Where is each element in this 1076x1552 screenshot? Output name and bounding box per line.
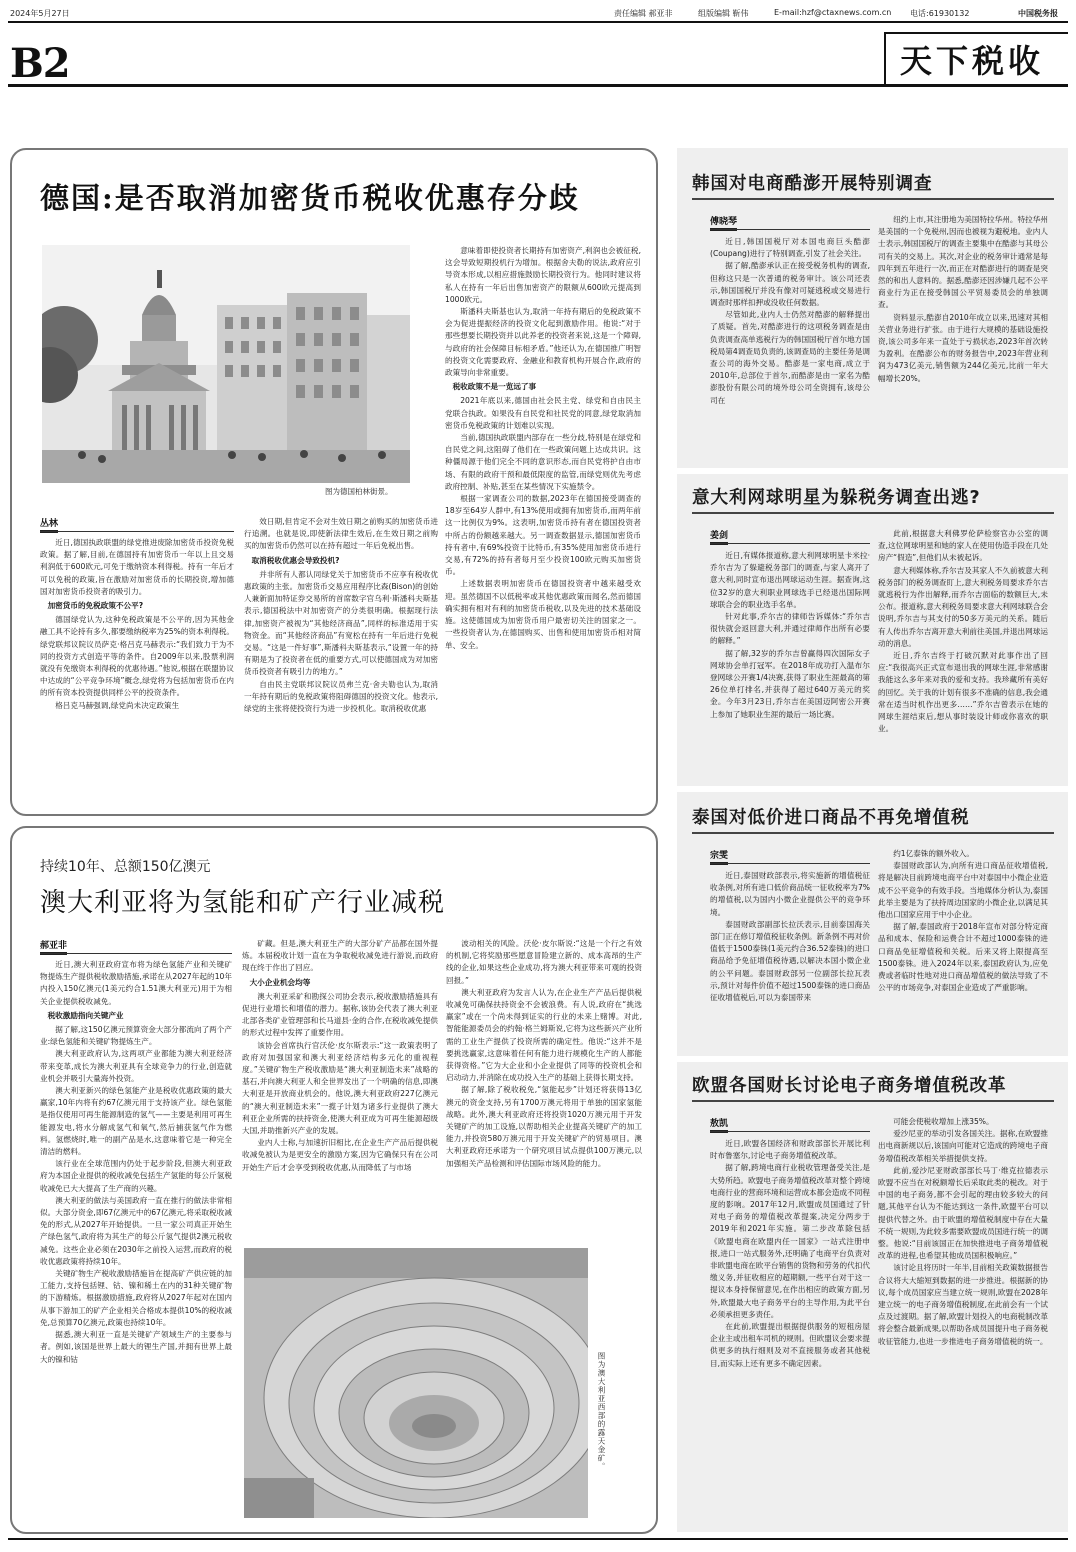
eu-column-2	[878, 1116, 1048, 1526]
issue-date: 2024年5月27日	[10, 9, 70, 18]
germany-headline: 德国:是否取消加密货币税收优惠存分歧	[40, 181, 580, 215]
germany-paragraph: 效日期,但肯定不会对生效日期之前购买的加密货币进行追溯。也就是说,即使新法律生效后,在生效日期之前购买的加密货币仍然可以在持有超过一年后免税出售。	[244, 517, 438, 551]
thailand-headline: 泰国对低价进口商品不再免增值税	[692, 808, 970, 828]
australia-paragraph: 波动相关的风险。沃伦·皮尔斯说:“这是一个行之有效的机制,它将奖励那些愿意冒险建立新的、成本高昂的生产线的企业,如果这些企业成功,将为澳大利亚带来可观的投资回报。”	[446, 939, 642, 985]
australia-paragraph: 澳大利亚政府为发言人认为,在企业生产产品后提供税收减免可确保扶持资金不会被浪费。有人说,政府在“挑选赢家”或在一个尚未得到证实的行业的未来上赌博。对此,智能能源委员会的约翰·格兰姆斯说,它将为这些新兴产业所需的工业生产提供了投资所需的确定性。他说:“这并不是要挑选赢家,这意味着任何有能力进行规模化生产的人都能获得资格。”它为大企业和小企业提供了同等的投资机会和启动动力,并消除在成功投入生产的基础上获得长期支持。	[446, 987, 642, 1083]
thailand-paragraph: 约1亿泰铢的额外收入。	[893, 849, 974, 858]
eu-title-rule	[692, 1100, 1054, 1102]
thailand-paragraph: 近日,泰国财政部表示,将实施新的增值税征收条例,对所有进口低价商品统一征收税率为7%的增值税,以为国内小微企业提供公平的竞争环境。	[710, 871, 870, 917]
germany-paragraph: 近日,德国执政联盟的绿党推进废除加密货币投资免税政策。据了解,目前,在德国持有加密货币一年以上且交易利润低于600欧元,可免于缴纳资本利得税。持有一年后才可以免税的政策,旨在激励对加密货币的长期投资,增加德国对加密货币投资者的吸引力。	[40, 538, 234, 596]
italy-paragraph: 意大利媒体称,乔尔吉及其家人不久前被意大利税务部门的税务调查盯上,意大利税务局要求乔尔吉就逃税行为作出解释,而乔尔吉面临的数额巨大,未公布。报道称,意大利税务局要求意大利网球联合会说明,乔尔吉与其支付的50多万美元的关系。随后有人传出乔尔吉离开意大利前往美国,并退出网球运动的消息。	[878, 565, 1048, 648]
editor-email: E-mail:hzf@ctaxnews.com.cn	[774, 8, 892, 17]
layout-editor: 组版编辑 靳伟	[698, 9, 749, 18]
thailand-paragraph: 泰国财政部副部长拉沃表示,目前泰国海关部门正在修订增值税征收条例。新条例不再对价值低于1500泰铢(1美元约合36.52泰铢)的进口商品给予免征增值税待遇,以解决本国小微企业的公平问题。泰国财政部另一位副部长拉瓦表示,预计对每件价值不超过1500泰铢的进口商品征收增值税后,可以为泰国带来	[710, 919, 870, 1003]
header-bottom-rule	[8, 84, 1068, 87]
germany-byline-rule	[40, 531, 234, 532]
australia-subheading: 税收激励指向关键产业	[47, 1010, 124, 1020]
eu-paragraph: 此前,爱沙尼亚财政部部长马丁·维克拉德表示欧盟不应当在对税额增长后采取此类的税改。对于中国的电子商务,都不会引起的理由较多较大的问题,其他平台认为不能达到这一条件,欧盟平台可以提供代替之外。由于欧盟的增值税制度中存在大量不统一规则,为此较多需要欧盟成员国进行统一的调整。他说:“目前该国正在加快推进电子商务增值税改革的进程,也希望其他成员国积极响应。”	[878, 1165, 1048, 1261]
australia-paragraph: 近日,澳大利亚政府宣布将为绿色氢能产业和关键矿物提炼生产提供税收激励措施,承诺在从2027年起的10年内投入150亿澳元(1美元约合1.51澳大利亚元)用于为相关企业提供税收减免。	[40, 960, 232, 1006]
italy-title-rule	[692, 512, 1054, 514]
korea-paragraph: 资料显示,酷澎自2010年成立以来,迅速对其相关营业务进行扩张。由于进行大规模的基础设施投资,该公司多年来一直处于亏损状态,2023年首次转为盈利。在酷澎公布的财务报告中,2023年营业利润为473亿美元,销售额为244亿美元,比前一年大幅增长20%。	[878, 312, 1048, 383]
eu-paragraph: 爱沙尼亚的举动引发各国关注。据称,在欧盟推出电商新规以后,该国向可能对它造成的跨境电子商务增值税改革相关举措提供支持。	[878, 1129, 1048, 1163]
australia-paragraph: 该协会首席执行官沃伦·皮尔斯表示:“这一政策表明了政府对加强国家和澳大利亚经济结构多元化的重视程度。”关键矿物生产税收激励是“澳大利亚制造未来”战略的基石,并向澳大利亚人和全世界发出了一个明确的信息,即澳大利亚是开放商业机会的。他说,澳大利亚政府227亿澳元的“澳大利亚制造未来”一揽子计划为诸多行业提供了澳大利亚企业所需的扶持资金,使澳大利亚成为可再生能源超级大国,并助推新兴产业的发展。	[242, 1040, 438, 1136]
italy-paragraph: 近日,乔尔吉终于打破沉默对此事作出了回应:“我很高兴正式宣布退出我的网球生涯,非常感谢我能这么多年来对我的爱和支持。我珍藏所有美好的回忆。关于我的计划有很多不准确的信息,我会通常在适当时机作出更多……”乔尔吉曾表示在她的网球生涯结束后,想从事时装设计师或你喜欢的职业。	[878, 651, 1048, 734]
korea-column-2	[878, 214, 1048, 461]
australia-byline: 郝亚非	[40, 938, 67, 955]
australia-paragraph: 矿藏。但是,澳大利亚生产的大部分矿产品都在国外提炼。本届税收计划一直在为争取税收减免进行游说,而政府现在终于作出了回应。	[242, 939, 438, 973]
eu-paragraph: 据了解,跨境电商行业税收管理备受关注,是大势所趋。欧盟电子商务增值税改革对整个跨境电商行业的营商环境和运营成本都会造成不同程度的影响。2017年12月,欧盟成员国通过了针对电子商务的增值税改革提案,决定分两步于2019年和2021年实施。第二步改革除包括《欧盟电商在欧盟内任一国家》一站式注册申报,进口一站式服务外,还明确了电商平台负责对非欧盟电商在欧平台销售的货物和劳务的代扣代缴义务,并征收相应的超期额,一些平台对于这一提议本身持保留意见,在作出相应的政策方面,另外,欧盟最大电子商务平台的主导作用,为此平台必须承担更多责任。	[710, 1163, 870, 1319]
australia-headline: 澳大利亚将为氢能和矿产行业减税	[40, 888, 446, 918]
italy-paragraph: 近日,有媒体报道称,意大利网球明星卡米拉·乔尔吉为了躲避税务部门的调查,与家人离开了意大利,同时宣布退出网球运动生涯。据查询,这位32岁的意大利职业网球选手已经退出国际网球联合会的职业选手名单。	[710, 551, 870, 609]
australia-byline-rule	[40, 953, 232, 954]
italy-column-2	[878, 528, 1048, 780]
germany-paragraph: 当前,德国执政联盟内部存在一些分歧,特别是在绿党和自民党之间,这阻碍了他们在一些政策问题上达成共识。这种僵局源于他们完全不同的意识形态,而自民党将护自由市场、有限的政府干预和最低限度的监管,而绿党则优先考虑政府控制、补贴,甚至在某些情况下实施禁令。	[445, 433, 641, 491]
eu-paragraph: 该讨论且将历时一年半,目前相关政策数据报告合议将大大缩短到数据的进一步推进。根据新的协议,每个成员国家应当建立统一规则,欧盟在2028年建立统一的电子商务增值税制度,在此前会有一个试点及过渡期。据了解,欧盟计划投入的电商税制改革将会整合最新成果,以帮助各成员国提升电子商务税收征管能力,也进一步推进电子商务增值税的统一。	[878, 1263, 1048, 1346]
australia-paragraph: 业内人士称,与加速折旧相比,在企业生产产品后提供税收减免被认为是更安全的激励方案,因为它确保只有在公司开始生产后才会享受到税收优惠,从而降低了与市场	[242, 1138, 438, 1172]
thailand-paragraph: 据了解,泰国政府于2018年宣布对部分特定商品和成本、保险和运费合计不超过1000泰铢的进口商品免征增值税和关税。后来又将上限提高至1500泰铢。进入2024年以来,泰国政府认为,应免费或者临时性地对进口商品增值税的做法导致了不公平的市场竞争,对泰国企业造成了严重影响。	[878, 922, 1048, 993]
masthead-info-bar	[8, 6, 1068, 20]
australia-paragraph: 关键矿物生产税收激励措施旨在提高矿产供应链的加工能力,支持包括锂、钴、镍和稀土在内的31种关键矿物的下游精炼。根据激励措施,政府将从2027年起对在国内从事下游加工的矿产企业相关合格成本提供10%的税收减免,总预算70亿澳元,政策也持续10年。	[40, 1269, 232, 1327]
australia-paragraph: 澳大利亚的做法与美国政府一直在推行的做法非常相似。大部分资金,即67亿澳元中的67亿澳元,将采取税收减免的形式,从2027年开始提供。一旦一家公司真正开始生产绿色氢气,政府将为其生产的每公斤氢气提供2澳元税收减免。这些企业必须在2030年之前投入运营,而政府的税收优惠政策将持续10年。	[40, 1195, 232, 1266]
korea-paragraph: 近日,韩国国税厅对本国电商巨头酷澎(Coupang)进行了特别调查,引发了社会关注。	[710, 237, 870, 259]
thailand-column-2	[878, 848, 1048, 1050]
berlin-photo-caption: 图为德国柏林街景。	[325, 487, 393, 496]
eu-paragraph: 可能会使税收增加上涨35%。	[893, 1117, 994, 1126]
responsible-editor: 责任编辑 郝亚非	[614, 9, 673, 18]
italy-paragraph: 针对此事,乔尔吉的律师告诉媒体:“乔尔吉很快就会返回意大利,并通过律师作出所有必要的解释。”	[710, 612, 870, 646]
korea-title-rule	[692, 198, 1054, 200]
thailand-byline-rule	[710, 863, 870, 864]
australia-column-3	[446, 938, 642, 1238]
eu-column-1	[710, 1138, 870, 1526]
germany-subheading: 加密货币的免税政策不公平?	[47, 601, 144, 611]
australia-paragraph: 据了解,这150亿澳元预算资金大部分都流向了两个产业:绿色氢能和关键矿物提炼生产。	[40, 1025, 232, 1047]
germany-column-2	[244, 516, 438, 807]
thailand-byline: 宗雯	[710, 848, 728, 865]
germany-paragraph: 意味着即使投资者长期持有加密资产,利润也会被征税,这会导致短期投机行为增加。根据舍夫勒的说法,政府应引导资本形成,以相应措施鼓励长期投资行为。他同时建议将私人在持有一年后出售加密资产的限额从600欧元提高到1000欧元。	[445, 246, 641, 304]
page-number: B2	[10, 40, 70, 87]
eu-headline: 欧盟各国财长讨论电子商务增值税改革	[692, 1076, 1007, 1096]
korea-paragraph: 据了解,酷澎承认正在接受税务机构的调查,但称这只是一次普通的税务审计。该公司还表示,韩国国税厅并没有像对可疑逃税或交易进行调查时那样扣押或没收任何数据。	[710, 261, 870, 308]
section-title: 天下税收	[900, 42, 1045, 80]
eu-byline: 敖凯	[710, 1116, 728, 1133]
australia-paragraph: 澳大利亚政府认为,这两项产业都能为澳大利亚经济带来变革,成长为澳大利亚具有全球竞争力的行业,创造就业机会并吸引大量海外投资。	[40, 1049, 232, 1083]
korea-paragraph: 尽管如此,业内人士仍然对酷澎的解释提出了质疑。首先,对酷澎进行的这项税务调查是由负责调查高单逃税行为的韩国国税厅首尔地方国税局第4调查局负责的,该调查局的主要任务是调查公司的海外交易。酷澎是一家电商,成立于2010年,总部位于首尔,而酷澎是由一家名为酷澎股份有限公司的境外母公司全资拥有,该母公司在	[710, 310, 870, 405]
germany-paragraph: 上述数据表明加密货币在德国投资者中越来越受欢迎。虽然德国不以低税率或其他优惠政策而闻名,然而德国确实拥有相对有利的加密货币税收,以及先进的技术基础设施。这使德国成为加密货币用户最密切关注的国家之一。一些投资者认为,在德国购买、出售和使用加密货币相对简单、安全。	[445, 579, 641, 650]
korea-column-1	[710, 236, 870, 461]
germany-paragraph: 德国绿党认为,这种免税政策是不公平的,因为其他金融工具不论持有多久,都要缴纳税率为25%的资本利得税。绿党联邦议院议员萨克·格吕克马赫表示:“我们致力于为不同的投资方式创造平等的条件。自2009年以来,股票利润就没有免缴资本利得税的优惠待遇。”他说,根据在联盟协议中达成的“公平竞争环境”概念,绿党将为包括加密货币在内的所有资本投资提供同样公平的投资条件。	[40, 615, 234, 698]
right-panel-separator	[677, 1056, 1068, 1062]
italy-column-1	[710, 550, 870, 780]
eu-byline-rule	[710, 1131, 870, 1132]
korea-byline-rule	[710, 229, 870, 230]
australia-kicker: 持续10年、总额150亿澳元	[40, 859, 211, 875]
germany-paragraph: 2021年底以来,德国由社会民主党、绿党和自由民主党联合执政。如果没有自民党和社民党的同意,绿党取消加密货币免税政策的计划难以实现。	[445, 396, 641, 430]
australia-paragraph: 该行业在全球范围内仍处于起步阶段,但澳大利亚政府为本国企业提供的税收减免包括生产氢能的每公斤氢税收减免已大大提高了生产商的兴趣。	[40, 1159, 232, 1193]
australia-paragraph: 据了解,除了税收税免,“氢能起步”计划还将获得13亿澳元的资金支持,另有1700万澳元将用于单独的国家氢能战略。此外,澳大利亚政府还将投资1020万澳元用于开发关键矿产的加工设施,以帮助相关企业提高关键矿产的加工能力,并投资580万澳元用于开发关键矿产的贸易项目。澳大利亚政府还承诺为一个研究项目试点提供100万澳元,以加强相关产品检测和评估国际市场风险的能力。	[446, 1085, 642, 1168]
italy-byline: 姜剑	[710, 528, 728, 545]
berlin-street-photo	[42, 245, 410, 483]
australia-subheading: 大小企业机会均等	[249, 977, 311, 987]
editor-phone: 电话:61930132	[910, 9, 970, 18]
germany-column-3	[445, 245, 641, 807]
italy-paragraph: 此前,根据意大利佛罗伦萨检察官办公室的调查,这位网球明星和她的家人在使用伪造手段在几处房产“假造”,但他们从未被起诉。	[878, 529, 1048, 563]
eu-paragraph: 在此前,欧盟提出根据提供服务的短租房屋企业主或出租车司机的规则。但欧盟议会要求提供更多的执行细则及对不直接服务或者其他税目,而实际上还有更多不确定因素。	[710, 1322, 870, 1368]
germany-subheading: 取消税收优惠会导致投机?	[251, 555, 340, 565]
italy-headline: 意大利网球明星为躲税务调查出逃?	[692, 488, 981, 508]
germany-subheading: 税收政策不是一览远了事	[452, 382, 537, 392]
germany-paragraph: 并非所有人都认同绿党关于加密货币不应享有税收优惠政策的主张。加密货币交易应用程序比森(Bison)的创始人兼新面加特证券交易所的首席数字官乌利·斯潘科夫斯基表示,德国税法中对加密资产的分类很明确。根据现行法律,加密资产被视为“其他经济商品”,同样的标准适用于实物资金。而“其他经济商品”有宽松在持有一年后进行免税交易。“这是一件好事”,斯潘科夫斯基表示,“设置一年的持有期是为了投资者在低的重要方式,可以使德国成为对加密货币投资者有吸引力的地方。”	[244, 569, 438, 677]
eu-paragraph: 近日,欧盟各国经济和财政部部长开展比利时布鲁塞尔,讨论电子商务增值税改革。	[710, 1139, 870, 1161]
germany-paragraph: 斯潘科夫斯基也认为,取消一年持有期后的免税政策不会为促进提振经济的投资文化起到激励作用。他说:“对于那些想要长期投资并以此养老的投资者来说,这是一个障碍,与政府的社会保障目标相矛盾。”他还认为,在德国推广明智的投资文化需要政府、金融业和教育机构开展合作,政府的政策导向非常重要。	[445, 307, 641, 378]
australia-paragraph: 澳大利亚采矿和勘探公司协会表示,税收激励措施具有促进行业增长和增值的潜力。据称,该协会代表了澳大利亚北部各类矿业管理部和长马道县·金的合作,在税收减免提供的形式过程中发挥了重要作用。	[242, 991, 438, 1038]
germany-paragraph: 自由民主党联邦议院议员弗兰克·舍夫勒也认为,取消一年持有期后的免税政策将阻碍德国的投资文化。他表示,绿党的主张将使投资行为进一步投机化。取消税收优惠	[244, 679, 438, 714]
korea-headline: 韩国对电商酷澎开展特别调查	[692, 174, 933, 194]
page-bottom-rule	[8, 1538, 1068, 1540]
germany-paragraph: 格吕克马赫强调,绿党尚未决定政策生	[55, 700, 180, 710]
right-panel-separator	[677, 786, 1068, 792]
korea-paragraph: 纽约上市,其注册地为美国特拉华州。特拉华州是美国的一个免税州,因而也被视为避税地。业内人士表示,韩国国税厅的调查主要集中在酷澎与其母公司有关的交易上。其次,对企业的税务审计通常是每四年到五年进行一次,而正在对酷澎进行的调查是突然的和出人意料的。据悉,酷澎还因涉嫌几起不公平商业行为正在接受韩国公平贸易委员会的单独调查。	[878, 215, 1048, 310]
thailand-title-rule	[692, 832, 1054, 834]
header-rule	[8, 21, 1068, 23]
australia-column-1	[40, 959, 232, 1525]
thailand-column-1	[710, 870, 870, 1050]
germany-column-1	[40, 537, 234, 807]
germany-byline: 丛林	[40, 516, 58, 533]
mine-illustration	[244, 1248, 588, 1518]
thailand-paragraph: 泰国财政部认为,向所有进口商品征收增值税,将是解决目前跨境电商平台中对泰国中小微企业造成不公平竞争的有效手段。当地媒体分析认为,泰国此举主要是为了扶持周边国家的小微企业,以满足其他出口国家应用于中小企业。	[878, 861, 1048, 920]
berlin-church-illustration	[42, 245, 410, 483]
italy-byline-rule	[710, 543, 870, 544]
australia-paragraph: 澳大利亚新兴的绿色氢能产业是税收优惠政策的最大赢家,10年内将有约67亿澳元用于支持该产业。绿色氢能是指仅使用可再生能源制造的氢气——主要是利用可再生能源发电,将水分解成氢气和氧气,然后捕获氢气作为燃料。氢燃烧时,唯一的副产品是水,这意味着它是一种完全清洁的燃料。	[40, 1086, 232, 1157]
right-panel-separator	[677, 468, 1068, 474]
korea-byline: 傅晓琴	[710, 214, 737, 231]
mine-photo-caption: 图为澳大利亚西部的露天金矿。	[597, 1352, 606, 1471]
australia-column-2	[242, 938, 438, 1238]
germany-paragraph: 根据一家调查公司的数据,2023年在德国接受调查的18岁至64岁人群中,有13%使用或拥有加密货币,而两年前这一比例仅为9%。这表明,加密货币持有者在德国投资者中所占的份额越来越大。另一调查数据显示,德国加密货币持有者中,有69%投资于比特币,有35%使用加密货币进行交易,有72%的持有者每月至少投资100欧元购买加密货币。	[445, 494, 641, 577]
italy-paragraph: 据了解,32岁的乔尔吉曾赢得四次国际女子网球协会单打冠军。在2018年成功打入温布尔登网球公开赛1/4决赛,获得了职业生涯最高的第26位单打排名,并获得了超过640万美元的奖金。今年3月23日,乔尔吉在美国迈阿密公开赛上参加了她职业生涯的最后一场比赛。	[710, 648, 870, 719]
australia-paragraph: 据悉,澳大利亚一直是关键矿产领域生产的主要参与者。例如,该国是世界上最大的锂生产国,并拥有世界上最大的镍和钴	[40, 1330, 232, 1364]
open-pit-gold-mine-photo	[244, 1248, 588, 1518]
newspaper-name: 中国税务报	[1018, 9, 1058, 18]
